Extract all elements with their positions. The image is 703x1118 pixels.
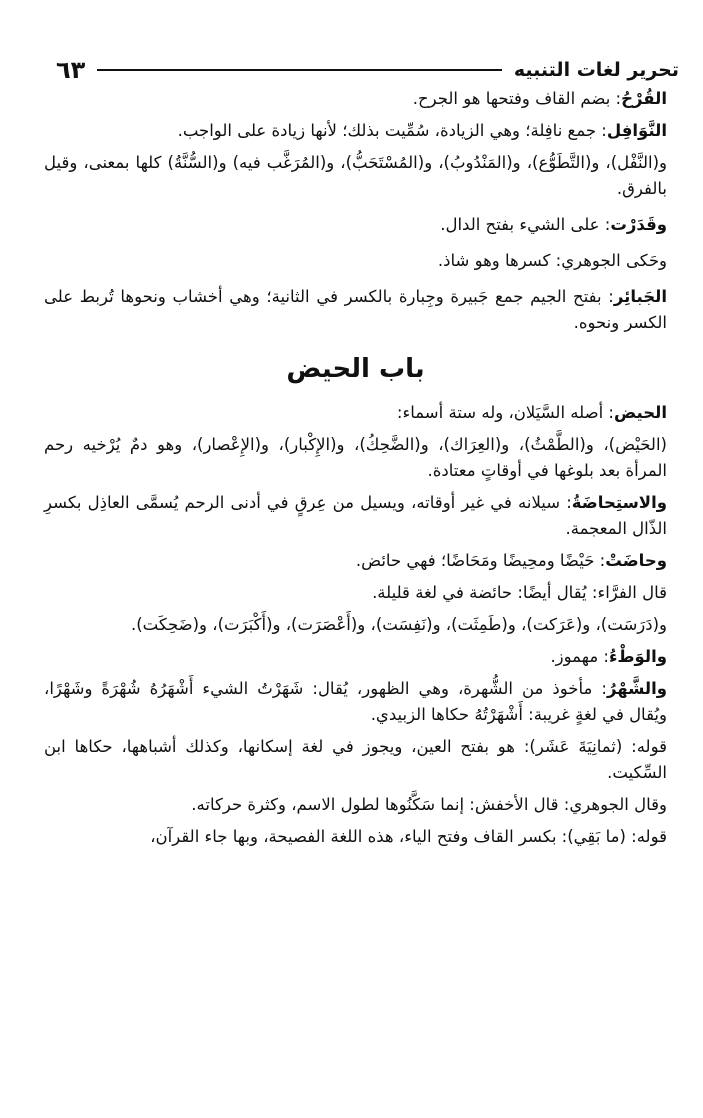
entry-text: : حَيْضًا ومحِيضًا ومَحَاضًا؛ فهي حائض.	[355, 551, 606, 570]
section-title: باب الحيض	[286, 354, 425, 384]
entry-term: والوَطْءُ	[608, 647, 667, 666]
header-rule	[97, 69, 502, 71]
entry-farra	[44, 580, 667, 606]
entry-text: وقال الجوهري: قال الأخفش: إنما سَكَّنُوها لطول الاسم، وكثرة حركاته.	[191, 795, 667, 814]
page-number: ٦٣	[56, 56, 86, 84]
entry-term: القُرْحُ	[621, 89, 667, 108]
entry-shahr	[44, 676, 667, 728]
entry-term: والاستِحاضَةُ	[571, 493, 667, 512]
entry-text: وحَكى الجوهري: كسرها وهو شاذ.	[437, 251, 667, 270]
entry-term: وقَدَرْت	[610, 215, 667, 234]
entry-text: : أصله السَّيَلان، وله ستة أسماء:	[396, 403, 614, 422]
entry-text: قال الفرَّاء: يُقال أيضًا: حائضة في لغة قليلة.	[372, 583, 667, 602]
entry-text: : على الشيء بفتح الدال.	[440, 215, 611, 234]
running-title: تحرير لغات التنبيه	[513, 59, 679, 81]
entry-text: : سيلانه في غير أوقاته، ويسيل من عِرقٍ في أدنى الرحم يُسمَّى العاذِل بكسرِ الذّال المعجمة.	[44, 493, 667, 538]
running-header	[56, 55, 679, 85]
entry-hadat	[44, 548, 667, 574]
page-body	[44, 86, 667, 850]
entry-text: (الحَيْض)، و(الطَّمْثُ)، و(العِرَاك)، و(الضَّحِكُ)، و(الإِكْبار)، و(الإِعْصار)، وهو دمٌ يُرْخيه رحم المرأة بعد بلوغها في أوقاتٍ معتادة.	[44, 435, 667, 480]
entry-akhfash	[44, 792, 667, 818]
entry-hayd	[44, 400, 667, 426]
entry-text: : بفتح الجيم جمع جَبيرة وجِبارة بالكسر في الثانية؛ وهي أخشاب ونحوها تُربط على الكسر ونحوه.	[44, 287, 667, 332]
entry-term: النَّوَافِل	[606, 121, 667, 140]
entry-term: والشَّهْرُ	[606, 679, 667, 698]
entry-qadart	[44, 212, 667, 238]
entry-jawhari	[44, 248, 667, 274]
entry-synonyms	[44, 150, 667, 202]
entry-text: قوله: (ما بَقِي): بكسر القاف وفتح الياء، هذه اللغة الفصيحة، وبها جاء القرآن،	[150, 827, 667, 846]
entry-term: الجَبائِر	[613, 287, 667, 306]
entry-qurh	[44, 86, 667, 112]
entry-istihada	[44, 490, 667, 542]
entry-hayd-names	[44, 432, 667, 484]
entry-jabair	[44, 284, 667, 336]
entry-text: و(دَرَسَت)، و(عَرَكت)، و(طَمِثَت)، و(نَفِسَت)، و(أَعْصَرَت)، و(أَكْبَرَت)، و(ضَحِكَت).	[130, 615, 667, 634]
entry-ma-baqi	[44, 824, 667, 850]
entry-verbs	[44, 612, 667, 638]
entry-text: : جمع نافِلة؛ وهي الزيادة، سُمِّيت بذلك؛ لأنها زيادة على الواجب.	[177, 121, 607, 140]
entry-text: : مأخوذ من الشُّهرة، وهي الظهور، يُقال: شَهَرْتُ الشيء أَشْهَرُهُ شُهْرَةً وشَهْرًا، ويُقال في لغةٍ غريبة: أَشْهَرْتُهُ حكاها الزبيدي.	[44, 679, 667, 724]
entry-wat	[44, 644, 667, 670]
entry-nawafil	[44, 118, 667, 144]
entry-text: قوله: (ثمانِيَةَ عَشَر): هو بفتح العين، ويجوز في لغة إسكانها، وكذلك أشباهها، حكاها ابن السِّكيت.	[44, 737, 667, 782]
entry-term: وحاضَتْ	[605, 551, 667, 570]
entry-text: : بضم القاف وفتحها هو الجرح.	[412, 89, 622, 108]
entry-thamaniya	[44, 734, 667, 786]
entry-term: الحيض	[614, 403, 667, 422]
entry-text: و(النَّفْل)، و(التَّطَوُّع)، و(المَنْدُوبُ)، و(المُسْتَحَبُّ)، و(المُرَغَّب فيه) و(السُّنَّةُ) كلها بمعنى، وقيل بالفرق.	[44, 153, 667, 198]
entry-text: : مهموز.	[550, 647, 609, 666]
